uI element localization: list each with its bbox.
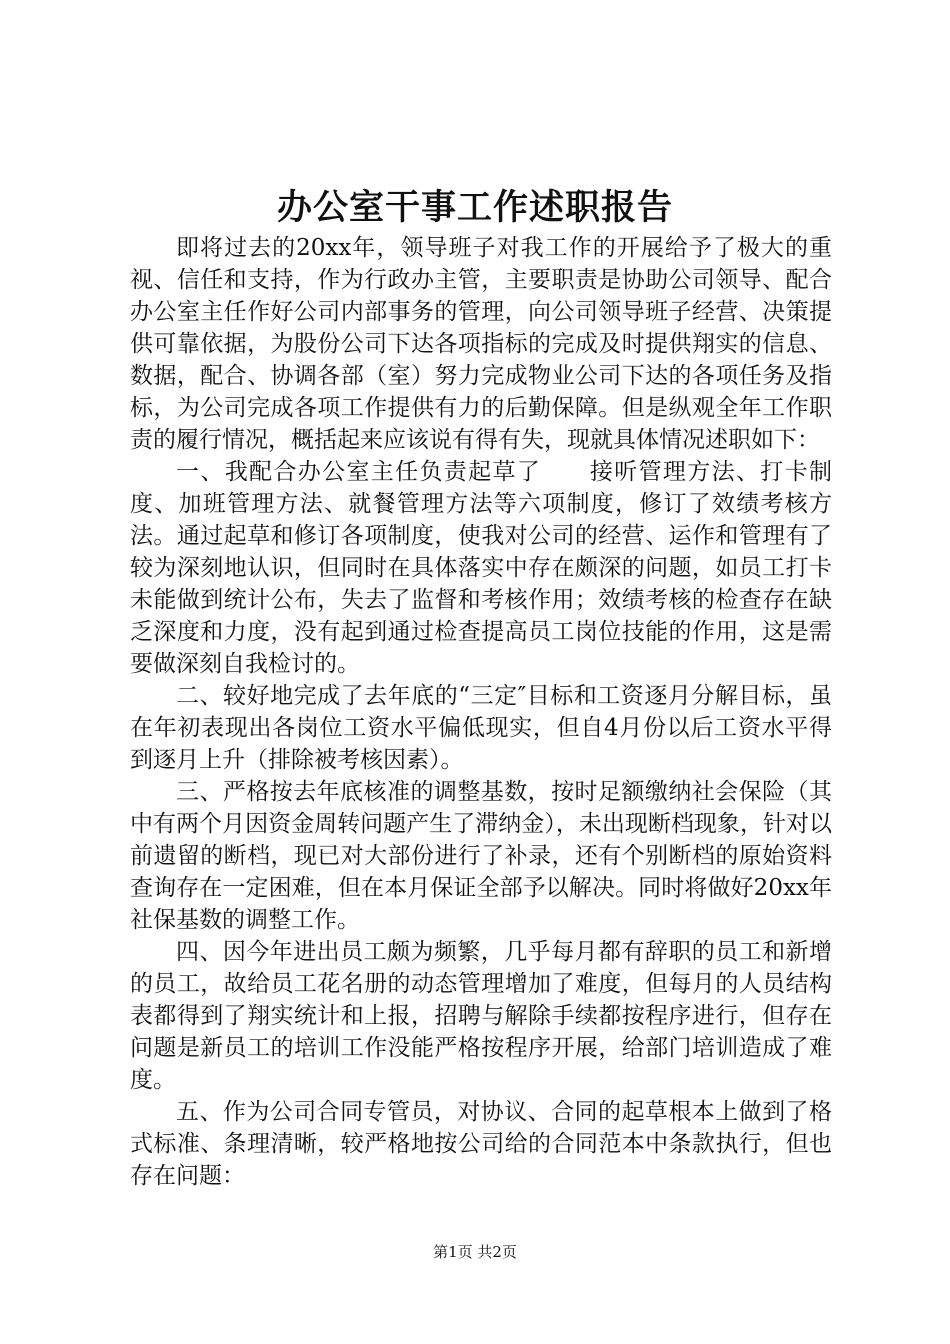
paragraph-item-2: 二、较好地完成了去年底的“三定″目标和工资逐月分解目标，虽在年初表现出各岗位工资水平偏低现实，但自4月份以后工资水平得到逐月上升（排除被考核因素）。	[130, 683, 832, 773]
paragraph-intro: 即将过去的20xx年，领导班子对我工作的开展给予了极大的重视、信任和支持，作为行政办主管，主要职责是协助公司领导、配合办公室主任作好公司内部事务的管理，向公司领导班子经营、决策提供可靠依据，为股份公司下达各项指标的完成及时提供翔实的信息、数据，配合、协调各部（室）努力完成物业公司下达的各项任务及指标，为公司完成各项工作提供有力的后勤保障。但是纵观全年工作职责的履行情况，概括起来应该说有得有失，现就具体情况述职如下：	[130, 235, 832, 453]
paragraph-item-4: 四、因今年进出员工颇为频繁，几乎每月都有辞职的员工和新增的员工，故给员工花名册的动态管理增加了难度，但每月的人员结构表都得到了翔实统计和上报，招聘与解除手续都按程序进行，但存在问题是新员工的培训工作没能严格按程序开展，给部门培训造成了难度。	[130, 939, 832, 1093]
paragraph-item-3: 三、严格按去年底核准的调整基数，按时足额缴纳社会保险（其中有两个月因资金周转问题产生了滞纳金），未出现断档现象，针对以前遗留的断档，现已对大部份进行了补录，还有个别断档的原始资料查询存在一定困难，但在本月保证全部予以解决。同时将做好20xx年社保基数的调整工作。	[130, 779, 832, 933]
paragraph-item-1: 一、我配合办公室主任负责起草了 接听管理方法、打卡制度、加班管理方法、就餐管理方法等六项制度，修订了效绩考核方法。通过起草和修订各项制度，使我对公司的经营、运作和管理有了较为深刻地认识，但同时在具体落实中存在颇深的问题，如员工打卡未能做到统计公布，失去了监督和考核作用；效绩考核的检查存在缺乏深度和力度，没有起到通过检查提高员工岗位技能的作用，这是需要做深刻自我检讨的。	[130, 459, 832, 677]
paragraph-item-5: 五、作为公司合同专管员，对协议、合同的起草根本上做到了格式标准、条理清晰，较严格地按公司给的合同范本中条款执行，但也存在问题：	[130, 1099, 832, 1189]
document-body	[130, 232, 832, 1192]
document-title: 办公室干事工作述职报告	[276, 187, 673, 228]
page-number-footer: 第1页 共2页	[433, 1243, 517, 1261]
